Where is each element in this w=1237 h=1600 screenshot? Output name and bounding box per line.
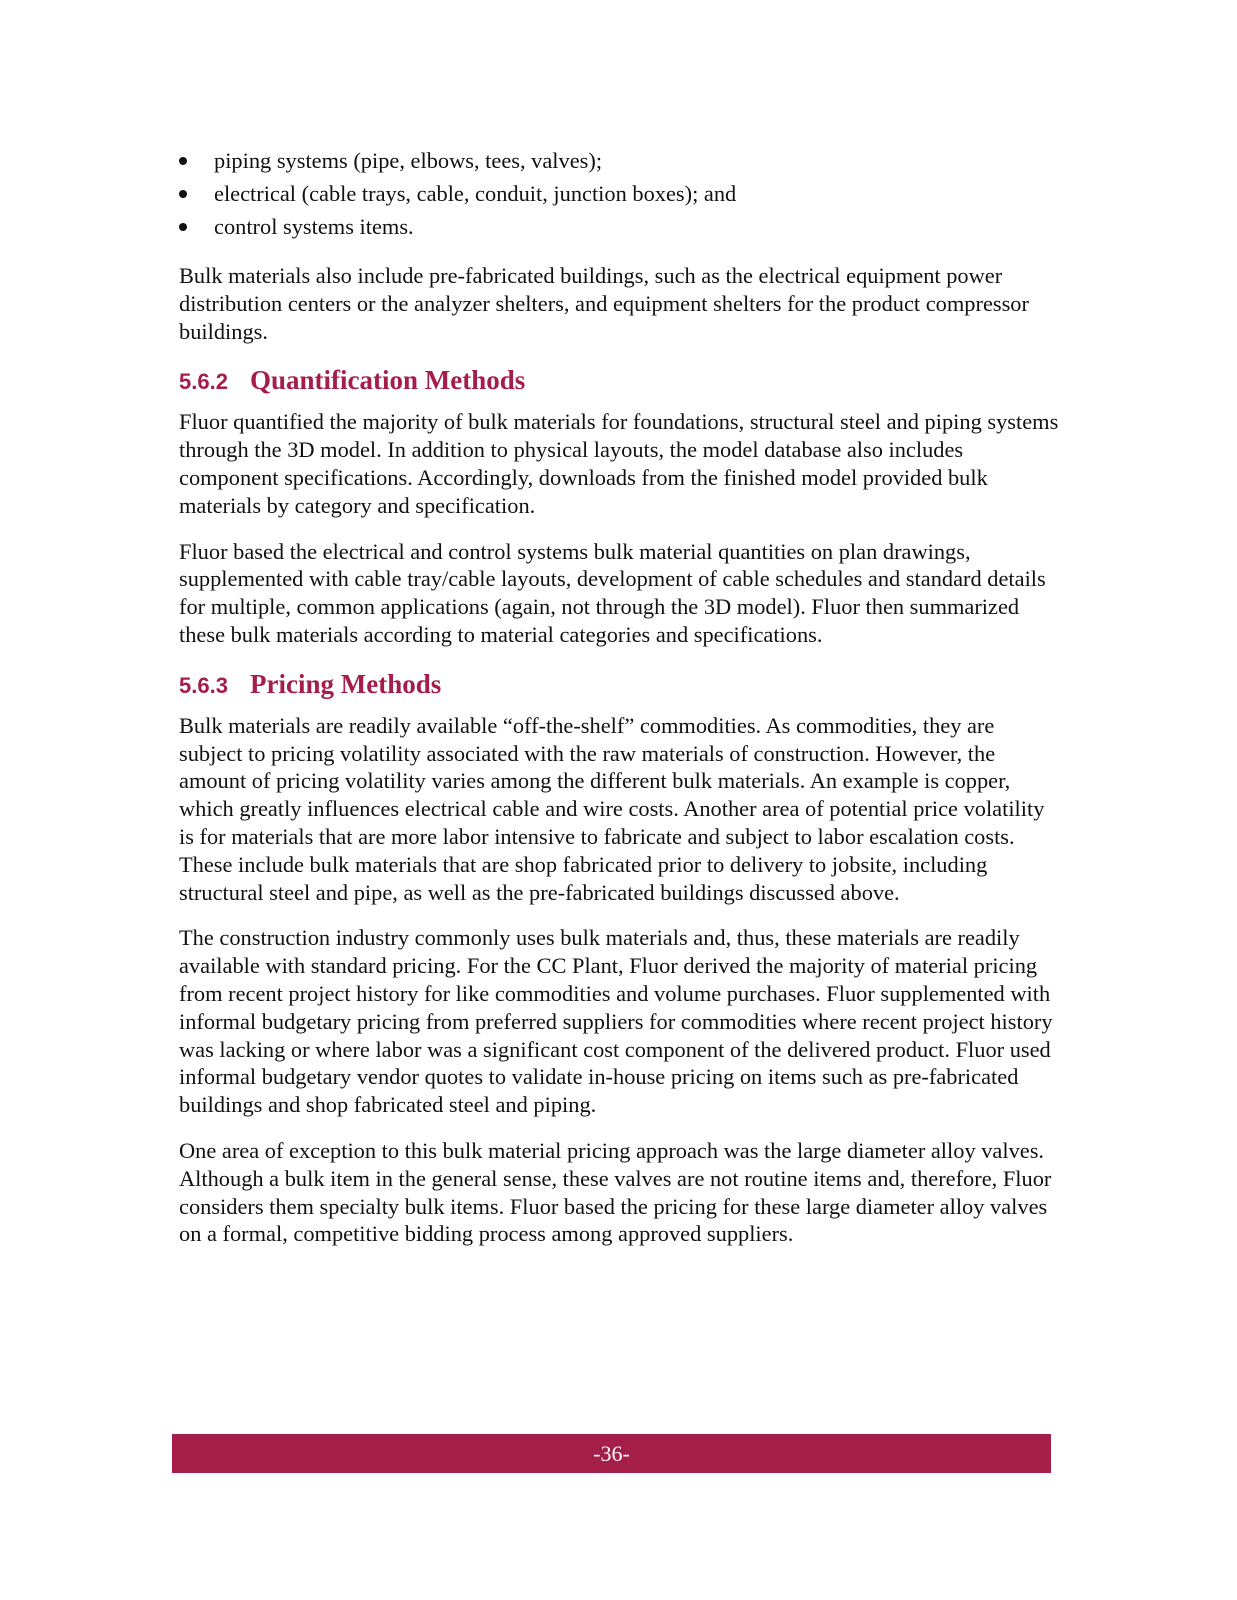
bullet-dot-icon	[179, 223, 187, 231]
section-number: 5.6.3	[179, 672, 228, 698]
bullet-item	[179, 210, 1059, 243]
bullet-list	[179, 144, 1059, 243]
footer-bar	[172, 1434, 1051, 1473]
intro-paragraph: Bulk materials also include pre-fabricated buildings, such as the electrical equipment power distribution centers or the analyzer shelters, and equipment shelters for the product compressor buildings.	[179, 263, 1029, 344]
bullet-dot-icon	[179, 190, 187, 198]
page-content	[179, 144, 1059, 1248]
section-heading-pricing	[179, 668, 1059, 702]
bullet-dot-icon	[179, 157, 187, 165]
paragraph: Fluor quantified the majority of bulk materials for foundations, structural steel and piping systems through the 3D model. In addition to physical layouts, the model database also includes component specifications. Accordingly, downloads from the finished model provided bulk materials by category and specification.	[179, 409, 1059, 518]
bullet-text: electrical (cable trays, cable, conduit, junction boxes); and	[214, 181, 737, 206]
bullet-item	[179, 177, 1059, 210]
bullet-text: piping systems (pipe, elbows, tees, valves);	[214, 148, 603, 173]
bullet-item	[179, 144, 1059, 177]
section-title: Pricing Methods	[250, 668, 442, 699]
page-number: -36-	[593, 1440, 630, 1466]
section-title: Quantification Methods	[250, 365, 526, 396]
bullet-text: control systems items.	[214, 214, 414, 239]
paragraph: Fluor based the electrical and control systems bulk material quantities on plan drawings, supplemented with cable tray/cable layouts, development of cable schedules and standard details for multiple, common applications (again, not through the 3D model). Fluor then summarized these bulk materials according to material categories and specifications.	[179, 538, 1046, 647]
section-heading-quantification	[179, 364, 1059, 398]
paragraph: The construction industry commonly uses bulk materials and, thus, these materials are readily available with standard pricing. For the CC Plant, Fluor derived the majority of material pricing from recent project history for like commodities and volume purchases. Fluor supplemented with informal budgetary pricing from preferred suppliers for commodities where recent project history was lacking or where labor was a significant cost component of the delivered product. Fluor used informal budgetary vendor quotes to validate in-house pricing on items such as pre-fabricated buildings and shop fabricated steel and piping.	[179, 925, 1053, 1118]
paragraph: Bulk materials are readily available “off-the-shelf” commodities. As commodities, they are subject to pricing volatility associated with the raw materials of construction. However, the amount of pricing volatility varies among the different bulk materials. An example is copper, which greatly influences electrical cable and wire costs. Another area of potential price volatility is for materials that are more labor intensive to fabricate and subject to labor escalation costs. These include bulk materials that are shop fabricated prior to delivery to jobsite, including structural steel and pipe, as well as the pre-fabricated buildings discussed above.	[179, 712, 1045, 905]
paragraph: One area of exception to this bulk material pricing approach was the large diameter alloy valves. Although a bulk item in the general sense, these valves are not routine items and, therefore, Fluor considers them specialty bulk items. Fluor based the pricing for these large diameter alloy valves on a formal, competitive bidding process among approved suppliers.	[179, 1137, 1052, 1247]
section-number: 5.6.2	[179, 369, 228, 395]
